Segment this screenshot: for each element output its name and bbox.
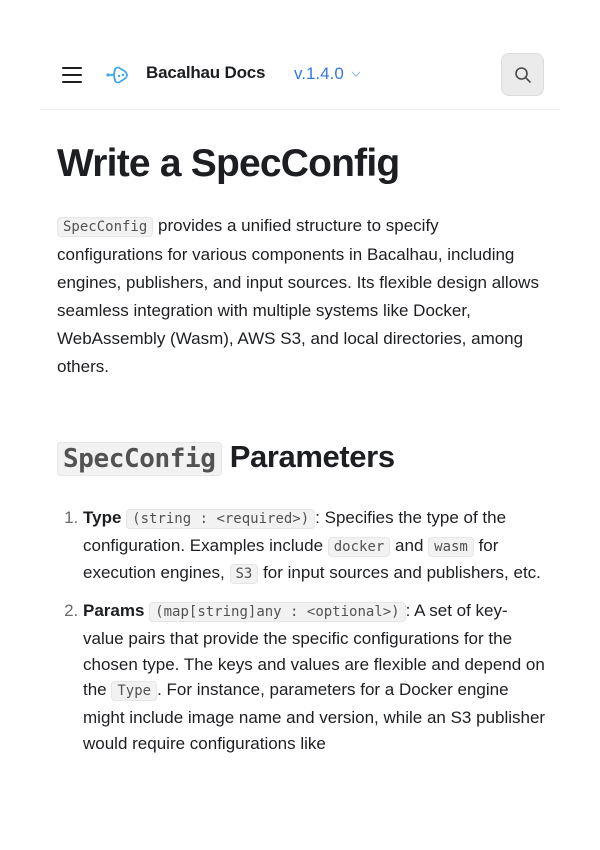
site-brand[interactable]: Bacalhau Docs <box>146 63 266 82</box>
navbar <box>40 40 560 110</box>
heading-code: SpecConfig <box>57 442 222 476</box>
bacalhau-logo-icon[interactable] <box>106 64 130 86</box>
hamburger-icon[interactable] <box>62 67 82 83</box>
search-button[interactable] <box>501 53 544 96</box>
list-item: 1. Type (string : <required>) : Specifies the type of the configuration. Examples include docker and wasm for execution engines, S3 for input sources and publishers, etc. <box>83 505 547 588</box>
chevron-down-icon <box>351 69 361 79</box>
list-item: 2. Params (map[string]any : <optional>) : A set of key-value pairs that provide the specific configurations for the chosen type. The keys and values are flexible and depend on the Type . For instance, parameters for a Docker engine might include image name and version, while an S3 publisher would require configurations like <box>83 598 547 756</box>
main-content <box>57 140 547 766</box>
inline-code: SpecConfig <box>57 217 153 237</box>
version-label: v.1.4.0 <box>294 64 344 83</box>
section-heading: SpecConfig Parameters <box>57 437 547 479</box>
parameter-list <box>57 505 547 756</box>
intro-paragraph: SpecConfig provides a unified structure to specify configurations for various components in Bacalhau, including engines, publishers, and input sources. Its flexible design allows seamless integration with multiple systems like Docker, WebAssembly (Wasm), AWS S3, and local directories, among others. <box>57 216 539 376</box>
search-icon <box>514 66 532 84</box>
page-title: Write a SpecConfig <box>57 142 400 185</box>
version-dropdown[interactable] <box>294 64 361 84</box>
